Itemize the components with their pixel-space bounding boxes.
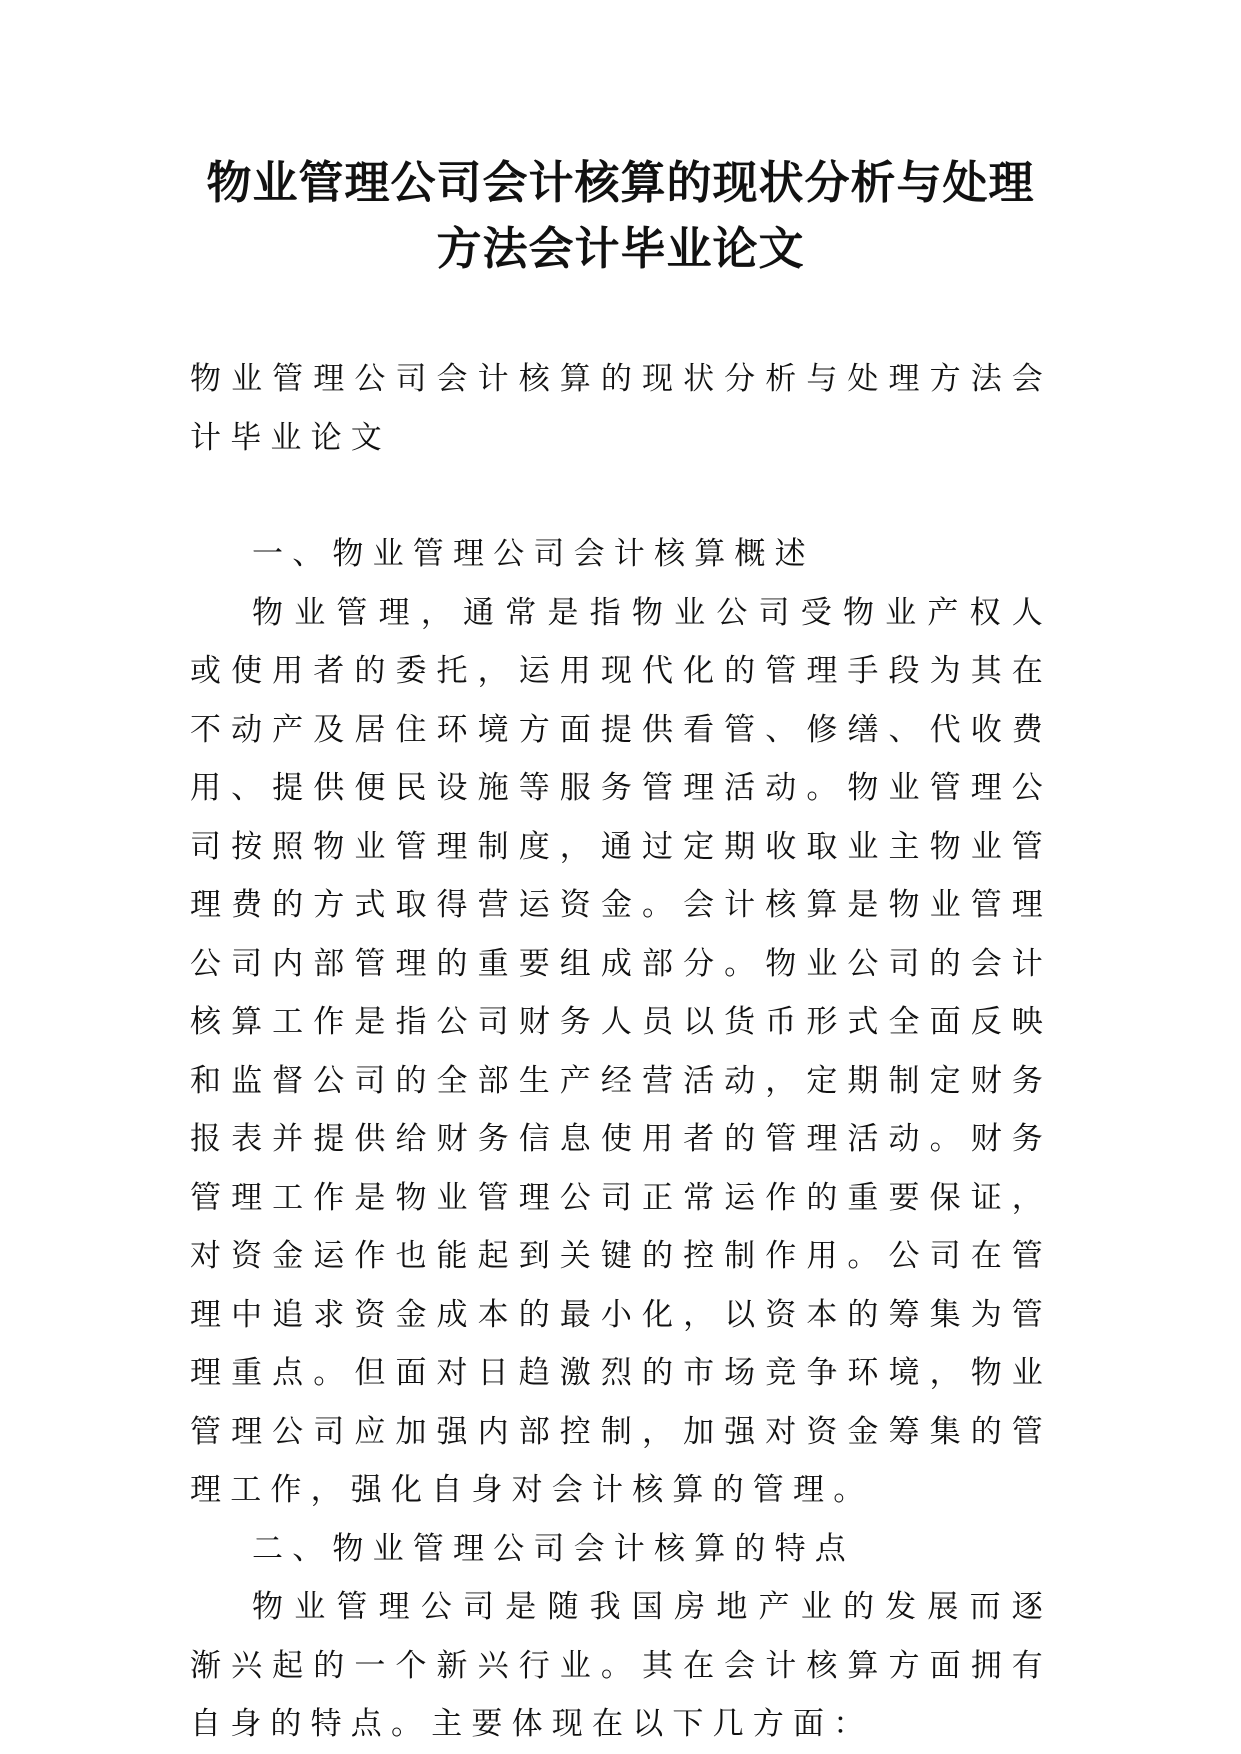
document-body	[190, 525, 1052, 1754]
title-line-2: 方法会计毕业论文	[436, 222, 805, 275]
section-heading-2: 二、物业管理公司会计核算的特点	[252, 1530, 855, 1567]
paragraph-1: 物业管理，通常是指物业公司受物业产权人或使用者的委托，运用现代化的管理手段为其在不动产及居住环境方面提供看管、修缮、代收费用、提供便民设施等服务管理活动。物业管理公司按照物业管理制度，通过定期收取业主物业管理费的方式取得营运资金。会计核算是物业管理公司内部管理的重要组成部分。物业公司的会计核算工作是指公司财务人员以货币形式全面反映和监督公司的全部生产经营活动，定期制定财务报表并提供给财务信息使用者的管理活动。财务管理工作是物业管理公司正常运作的重要保证，对资金运作也能起到关键的控制作用。公司在管理中追求资金成本的最小化，以资本的筹集为管理重点。但面对日趋激烈的市场竞争环境，物业管理公司应加强内部控制，加强对资金筹集的管理工作，强化自身对会计核算的管理。	[190, 594, 1052, 1508]
paragraph-2: 物业管理公司是随我国房地产业的发展而逐渐兴起的一个新兴行业。其在会计核算方面拥有自身的特点。主要体现在以下几方面：	[190, 1589, 1052, 1742]
title-line-1: 物业管理公司会计核算的现状分析与处理	[206, 156, 1035, 209]
document-title	[150, 150, 1091, 282]
document-subtitle: 物业管理公司会计核算的现状分析与处理方法会计毕业论文	[190, 361, 1052, 456]
section-heading-1: 一、物业管理公司会计核算概述	[252, 536, 815, 572]
